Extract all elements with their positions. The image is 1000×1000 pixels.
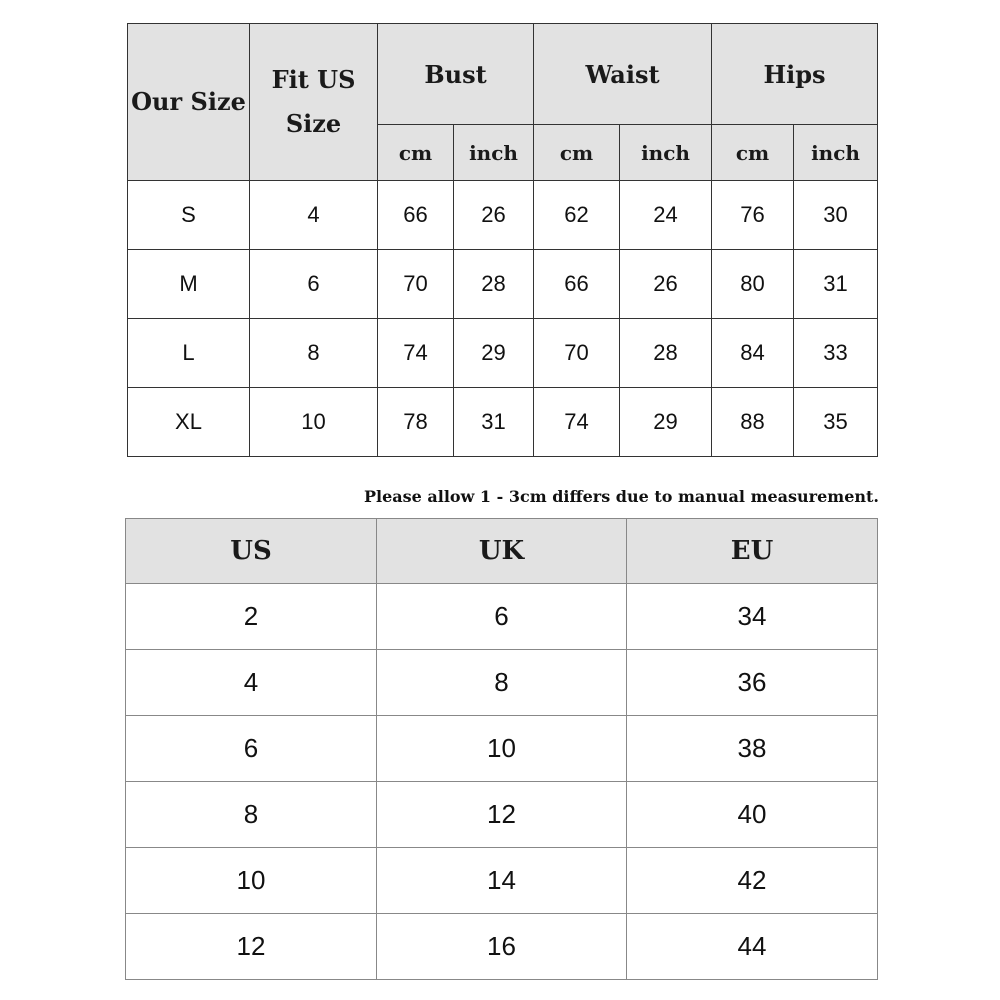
table-cell: 28: [454, 250, 534, 319]
table-row: [126, 650, 878, 716]
table-cell: 84: [712, 319, 794, 388]
table-cell: 33: [794, 319, 878, 388]
table-cell: 12: [126, 914, 377, 980]
table-cell: 6: [377, 584, 627, 650]
size-conversion-table: [125, 518, 878, 980]
table-cell: 70: [534, 319, 620, 388]
table-cell: 80: [712, 250, 794, 319]
fit-us-size-header: Fit US Size: [250, 24, 378, 181]
table-cell: 31: [794, 250, 878, 319]
eu-header: EU: [627, 519, 878, 584]
table-cell: 10: [126, 848, 377, 914]
table-cell: 88: [712, 388, 794, 457]
table-cell: 10: [250, 388, 378, 457]
table-cell: 31: [454, 388, 534, 457]
table-cell: 8: [377, 650, 627, 716]
measurement-note: Please allow 1 - 3cm differs due to manual measurement.: [363, 487, 879, 506]
table-cell: 4: [126, 650, 377, 716]
bust-inch-header: inch: [454, 125, 534, 181]
table-row: [128, 250, 878, 319]
table-cell: 74: [378, 319, 454, 388]
hips-header: Hips: [712, 24, 878, 125]
uk-header: UK: [377, 519, 627, 584]
table-cell: 66: [534, 250, 620, 319]
waist-header: Waist: [534, 24, 712, 125]
hips-inch-header: inch: [794, 125, 878, 181]
table-cell: 70: [378, 250, 454, 319]
hips-cm-header: cm: [712, 125, 794, 181]
table-row: [126, 716, 878, 782]
table-cell: XL: [128, 388, 250, 457]
table-cell: 6: [250, 250, 378, 319]
table-cell: 35: [794, 388, 878, 457]
table-cell: 16: [377, 914, 627, 980]
table-cell: 14: [377, 848, 627, 914]
table-cell: 4: [250, 181, 378, 250]
table-cell: 26: [454, 181, 534, 250]
table-cell: 40: [627, 782, 878, 848]
table-row: [128, 181, 878, 250]
table-row: [126, 782, 878, 848]
table-row: [126, 914, 878, 980]
table-cell: 26: [620, 250, 712, 319]
size-chart-header-row: [128, 24, 878, 125]
table-cell: 10: [377, 716, 627, 782]
table-cell: 29: [620, 388, 712, 457]
table-cell: 6: [126, 716, 377, 782]
table-cell: 74: [534, 388, 620, 457]
table-cell: 76: [712, 181, 794, 250]
table-row: [126, 848, 878, 914]
table-cell: 36: [627, 650, 878, 716]
table-cell: 30: [794, 181, 878, 250]
table-cell: 12: [377, 782, 627, 848]
table-cell: 8: [126, 782, 377, 848]
table-row: [128, 319, 878, 388]
table-cell: L: [128, 319, 250, 388]
our-size-header: Our Size: [128, 24, 250, 181]
table-cell: 34: [627, 584, 878, 650]
table-row: [128, 388, 878, 457]
table-cell: 66: [378, 181, 454, 250]
table-cell: 29: [454, 319, 534, 388]
bust-cm-header: cm: [378, 125, 454, 181]
size-chart-table: [127, 23, 878, 457]
bust-header: Bust: [378, 24, 534, 125]
table-cell: M: [128, 250, 250, 319]
table-cell: 24: [620, 181, 712, 250]
table-row: [126, 584, 878, 650]
waist-cm-header: cm: [534, 125, 620, 181]
table-cell: 44: [627, 914, 878, 980]
table-cell: 62: [534, 181, 620, 250]
conversion-header-row: [126, 519, 878, 584]
waist-inch-header: inch: [620, 125, 712, 181]
us-header: US: [126, 519, 377, 584]
table-cell: 28: [620, 319, 712, 388]
table-cell: S: [128, 181, 250, 250]
table-cell: 8: [250, 319, 378, 388]
table-cell: 2: [126, 584, 377, 650]
table-cell: 38: [627, 716, 878, 782]
table-cell: 42: [627, 848, 878, 914]
table-cell: 78: [378, 388, 454, 457]
